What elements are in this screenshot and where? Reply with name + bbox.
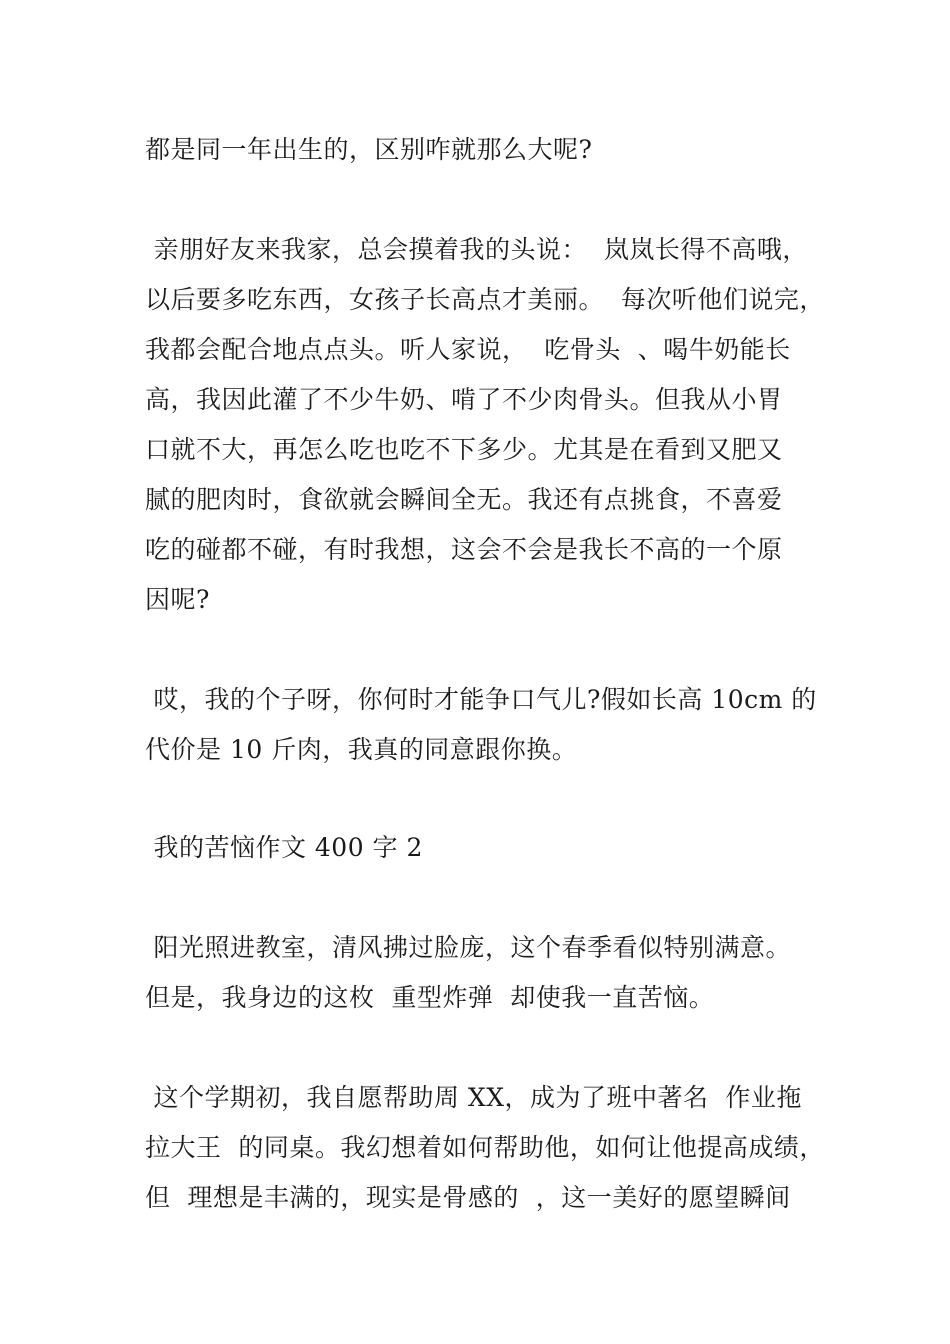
paragraph-line: 代价是 10 斤肉，我真的同意跟你换。: [145, 735, 578, 764]
paragraph-line: 哎，我的个子呀，你何时才能争口气儿?假如长高 10cm 的: [145, 685, 817, 714]
section-heading: 我的苦恼作文 400 字 2: [145, 833, 423, 862]
paragraph-line: 以后要多吃东西，女孩子长高点才美丽。 每次听他们说完，: [145, 285, 825, 314]
paragraph-line: 阳光照进教室，清风拂过脸庞，这个春季看似特别满意。: [145, 933, 791, 962]
paragraph-line: 因呢?: [145, 585, 210, 614]
paragraph-line: 口就不大，再怎么吃也吃不下多少。尤其是在看到又肥又: [145, 435, 783, 464]
paragraph-line: 亲朋好友来我家，总会摸着我的头说： 岚岚长得不高哦，: [145, 235, 808, 264]
paragraph-line: 腻的肥肉时，食欲就会瞬间全无。我还有点挑食，不喜爱: [145, 485, 783, 514]
paragraph-line: 都是同一年出生的，区别咋就那么大呢?: [145, 135, 593, 164]
paragraph-line: 高，我因此灌了不少牛奶、啃了不少肉骨头。但我从小胃: [145, 385, 783, 414]
paragraph-line: 拉大王 的同桌。我幻想着如何帮助他，如何让他提高成绩，: [145, 1133, 825, 1162]
paragraph-line: 吃的碰都不碰，有时我想，这会不会是我长不高的一个原: [145, 535, 783, 564]
paragraph-line: 这个学期初，我自愿帮助周 XX，成为了班中著名 作业拖: [145, 1083, 802, 1112]
paragraph-line: 但 理想是丰满的，现实是骨感的 ，这一美好的愿望瞬间: [145, 1183, 791, 1212]
paragraph-line: 但是，我身边的这枚 重型炸弹 却使我一直苦恼。: [145, 983, 715, 1012]
paragraph-line: 我都会配合地点点头。听人家说， 吃骨头 、喝牛奶能长: [145, 335, 791, 364]
